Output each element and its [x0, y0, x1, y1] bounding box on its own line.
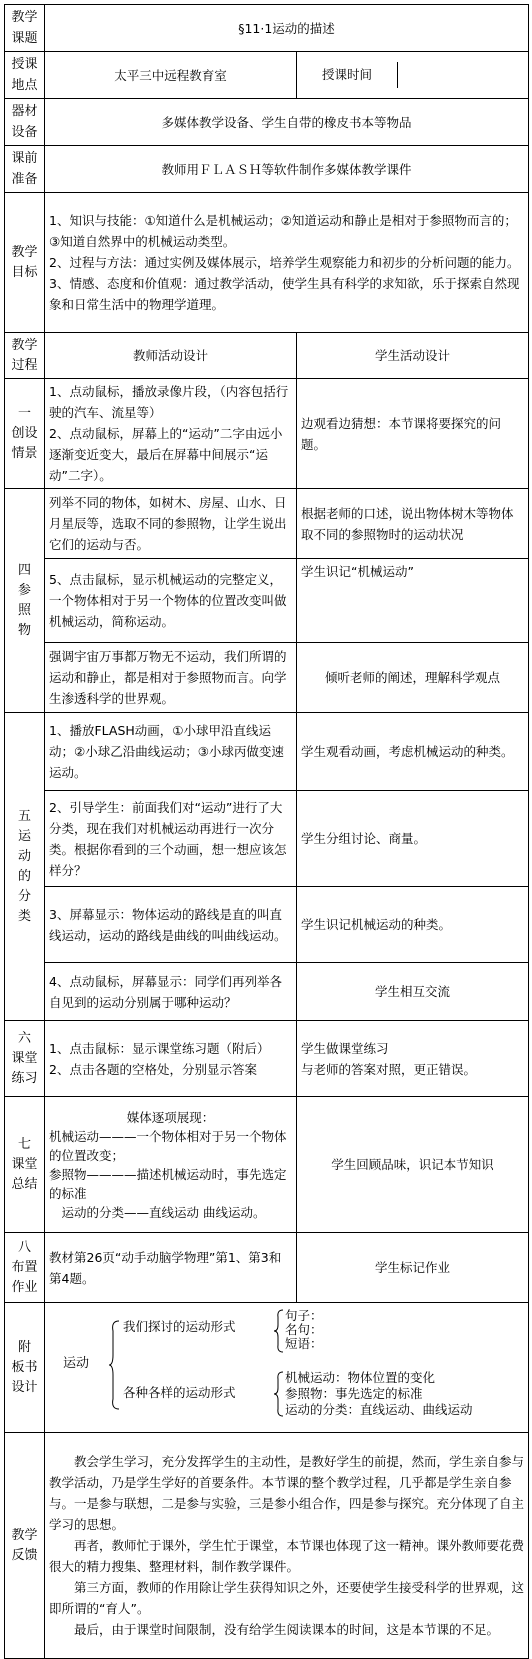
section-6-label [5, 1021, 45, 1097]
reflection-row [5, 1433, 529, 1659]
section-1-row [5, 379, 529, 489]
board-content [45, 1303, 529, 1433]
reflection-paragraph-4: 最后，由于课堂时间限制，没有给学生阅读课本的时间，这是本节课的不足。 [74, 1622, 500, 1637]
s6-student-line2: 与老师的答案对照，更正错误。 [301, 1061, 477, 1077]
section-5-label [5, 713, 45, 1021]
board-branch-1-item-2: 名句： [285, 1321, 323, 1337]
process-header-row [5, 333, 529, 379]
equipment-label: 器材设备 [5, 99, 45, 146]
s8-label-line2: 布置 [11, 1259, 38, 1275]
board-branch-1: 我们探讨的运动形式 [123, 1318, 236, 1334]
section-6-student [297, 1021, 529, 1097]
goals-label-line1: 教学 [11, 244, 38, 260]
s5-student-1: 学生观看动画，考虑机械运动的种类。 [297, 713, 529, 791]
s5-label-line3: 动 [17, 848, 31, 864]
s5-teacher-3: 3、屏幕显示：物体运动的路线是直的叫直线运动，运动的路线是曲线的叫曲线运动。 [45, 887, 297, 963]
s5-label-line1: 五 [17, 808, 31, 824]
s7-label-line2: 课堂 [11, 1156, 38, 1172]
s7-label-line3: 总结 [11, 1176, 38, 1192]
reflection-label-line1: 教学 [11, 1527, 38, 1543]
section-6-teacher [45, 1021, 297, 1097]
board-branch-2-item-3: 运动的分类：直线运动、曲线运动 [285, 1401, 473, 1417]
lesson-plan-document [4, 4, 528, 1659]
s5-student-2: 学生分组讨论、商量。 [297, 791, 529, 887]
section-1-label [5, 379, 45, 489]
s7-label-line1: 七 [17, 1136, 31, 1152]
section-7-label [5, 1097, 45, 1233]
reflection-paragraph-2: 再者，教师忙于课外，学生忙于课堂，本节课也体现了这一精神。课外教师要花费很大的精力搜集、整理材料，制作教学课件。 [49, 1538, 525, 1574]
place-label: 授课地点 [5, 52, 45, 99]
goals-content [45, 193, 529, 333]
section-4-label [5, 489, 45, 713]
branch-1-brace [273, 1309, 285, 1353]
section-8-teacher: 教材第26页“动手动脑学物理”第1、第3和第4题。 [45, 1233, 297, 1303]
s4-label-line1: 四 [17, 562, 31, 578]
section-5-row-3 [5, 887, 529, 963]
s7-teacher-line2: 机械运动———一个物体相对于另一个物体的位置改变； [49, 1128, 287, 1163]
goals-label-line2: 目标 [11, 264, 38, 280]
section-5-row-2 [5, 791, 529, 887]
s5-label-line4: 的 [17, 868, 31, 884]
reflection-paragraph-3: 第三方面，教师的作用除让学生获得知识之外，还要使学生接受科学的世界观，这即所谓的“育人”。 [49, 1580, 525, 1616]
board-label [5, 1303, 45, 1433]
goals-label [5, 193, 45, 333]
topic-label: 教学课题 [5, 5, 45, 52]
board-diagram [49, 1309, 524, 1427]
preparation-label: 课前准备 [5, 146, 45, 193]
section-8-label [5, 1233, 45, 1303]
board-label-line3: 设计 [11, 1379, 38, 1395]
goal-item-3: 3、情感、态度和价值观：通过教学活动，使学生具有科学的求知欲，乐于探索自然现象和日常生活中的物理学道理。 [49, 276, 520, 312]
section-4-row-3 [5, 643, 529, 713]
goals-row [5, 193, 529, 333]
board-branch-1-item-1: 句子： [285, 1307, 323, 1323]
s7-teacher-line1: 媒体逐项展现： [126, 1109, 215, 1125]
section-1-teacher [45, 379, 297, 489]
process-label-line1: 教学 [11, 337, 38, 353]
s5-teacher-4: 4、点动鼠标，屏幕显示：同学们再列举各自见到的运动分别属于哪种运动？ [45, 963, 297, 1021]
board-root: 运动 [63, 1355, 90, 1371]
reflection-content [45, 1433, 529, 1659]
s4-label-line3: 照 [17, 602, 31, 618]
topic-row [5, 5, 529, 52]
reflection-label-line2: 反馈 [11, 1547, 38, 1563]
s4-label-line4: 物 [17, 622, 31, 638]
place-value [45, 52, 297, 99]
preparation-value: 教师用ＦＬＡＳＨ等软件制作多媒体教学课件 [45, 146, 529, 193]
board-design-row [5, 1303, 529, 1433]
s8-label-line1: 八 [17, 1239, 31, 1255]
s5-teacher-2: 2、引导学生：前面我们对“运动”进行了大分类，现在我们对机械运动再进行一次分类。根据你看到的三个动画，想一想应该怎样分？ [45, 791, 297, 887]
s7-teacher-line3: 参照物————描述机械运动时，事先选定的标准 [49, 1166, 287, 1201]
section-7-teacher [45, 1097, 297, 1233]
s4-teacher-1: 列举不同的物体，如树木、房屋、山水、日月星辰等，选取不同的参照物，让学生说出它们的运动与否。 [45, 489, 297, 559]
section-8-student: 学生标记作业 [297, 1233, 529, 1303]
board-branch-2-item-1: 机械运动：物体位置的变化 [285, 1369, 436, 1385]
outer-brace [107, 1319, 121, 1411]
place-text: 太平三中远程教育室 [114, 67, 227, 83]
s6-student-line1: 学生做课堂练习 [301, 1040, 389, 1056]
equipment-row [5, 99, 529, 146]
teacher-column-header: 教师活动设计 [45, 333, 297, 379]
section-8-row [5, 1233, 529, 1303]
s7-teacher-line4: 运动的分类——直线运动 曲线运动。 [61, 1204, 266, 1220]
topic-value: §11·1运动的描述 [45, 5, 529, 52]
lesson-plan-table [4, 4, 529, 1659]
s6-label-line3: 练习 [11, 1070, 38, 1086]
board-branch-2-item-2: 参照物：事先选定的标准 [285, 1385, 423, 1401]
s1-label-line1: 一 [17, 405, 31, 421]
goal-item-2: 2、过程与方法：通过实例及媒体展示，培养学生观察能力和初步的分析问题的能力。 [49, 255, 520, 270]
s4-student-1: 根据老师的口述，说出物体树木等物体取不同的参照物时的运动状况 [297, 489, 529, 559]
student-column-header: 学生活动设计 [297, 333, 529, 379]
process-label-line2: 过程 [11, 357, 38, 373]
board-label-line2: 板书 [11, 1359, 38, 1375]
s5-label-line5: 分 [17, 888, 31, 904]
board-branch-2: 各种各样的运动形式 [123, 1384, 236, 1400]
s6-teacher-line1: 1、点击鼠标：显示课堂练习题（附后） [49, 1040, 270, 1056]
branch-2-brace [273, 1371, 285, 1417]
s4-teacher-2: 5、点击鼠标，显示机械运动的完整定义，一个物体相对于另一个物体的位置改变叫做机械运动，简称运动。 [45, 559, 297, 643]
s6-teacher-line2: 2、点击各题的空格处，分别显示答案 [49, 1061, 257, 1077]
s4-student-2: 学生识记“机械运动” [297, 559, 529, 643]
time-value [398, 62, 528, 88]
preparation-row [5, 146, 529, 193]
s4-teacher-3: 强调宇宙万事都万物无不运动，我们所谓的运动和静止，都是相对于参照物而言。向学生渗透科学的世界观。 [45, 643, 297, 713]
process-label [5, 333, 45, 379]
s5-label-line6: 类 [17, 908, 31, 924]
section-4-row-2 [5, 559, 529, 643]
section-6-row [5, 1021, 529, 1097]
s1-label-line3: 情景 [11, 445, 38, 461]
s5-student-3: 学生识记机械运动的种类。 [297, 887, 529, 963]
s4-student-3: 倾听老师的阐述，理解科学观点 [297, 643, 529, 713]
s8-label-line3: 作业 [11, 1279, 38, 1295]
section-5-row-4 [5, 963, 529, 1021]
board-label-line1: 附 [17, 1339, 31, 1355]
section-7-student: 学生回顾品味，识记本节知识 [297, 1097, 529, 1233]
equipment-value: 多媒体教学设备、学生自带的橡皮书本等物品 [45, 99, 529, 146]
section-5-row-1 [5, 713, 529, 791]
reflection-label [5, 1433, 45, 1659]
section-7-row [5, 1097, 529, 1233]
reflection-paragraph-1: 教会学生学习，充分发挥学生的主动性，是教好学生的前提，然而，学生亲自参与教学活动，乃是学生学好的首要条件。本节课的整个教学过程，几乎都是学生亲自参与。一是参与联想，二是参与实验，三是参小组合作，四是参与探究。充分体现了自主学习的思想。 [49, 1454, 525, 1532]
section-4-row-1 [5, 489, 529, 559]
s1-label-line2: 创设 [11, 425, 38, 441]
s6-label-line2: 课堂 [11, 1050, 38, 1066]
section-1-student: 边观看边猜想：本节课将要探究的问题。 [297, 379, 529, 489]
place-row [5, 52, 529, 99]
goal-item-1: 1、知识与技能：①知道什么是机械运动；②知道运动和静止是相对于参照物而言的；③知道自然界中的机械运动类型。 [49, 213, 517, 249]
s5-label-line2: 运 [17, 828, 31, 844]
s5-student-4: 学生相互交流 [297, 963, 529, 1021]
s1-teacher-line1: 1、点动鼠标，播放录像片段，（内容包括行驶的汽车、流星等） [49, 384, 289, 420]
s4-label-line2: 参 [17, 582, 31, 598]
board-branch-1-item-3: 短语： [285, 1335, 323, 1351]
s6-label-line1: 六 [17, 1030, 31, 1046]
time-label: 授课时间 [297, 62, 398, 88]
time-cell [297, 52, 529, 99]
s5-teacher-1: 1、播放FLASH动画，①小球甲沿直线运动；②小球乙沿曲线运动；③小球丙做变速运动。 [45, 713, 297, 791]
s1-teacher-line2: 2、点动鼠标，屏幕上的“运动”二字由远小逐渐变近变大，最后在屏幕中间展示“运动”二字）。 [49, 426, 283, 483]
